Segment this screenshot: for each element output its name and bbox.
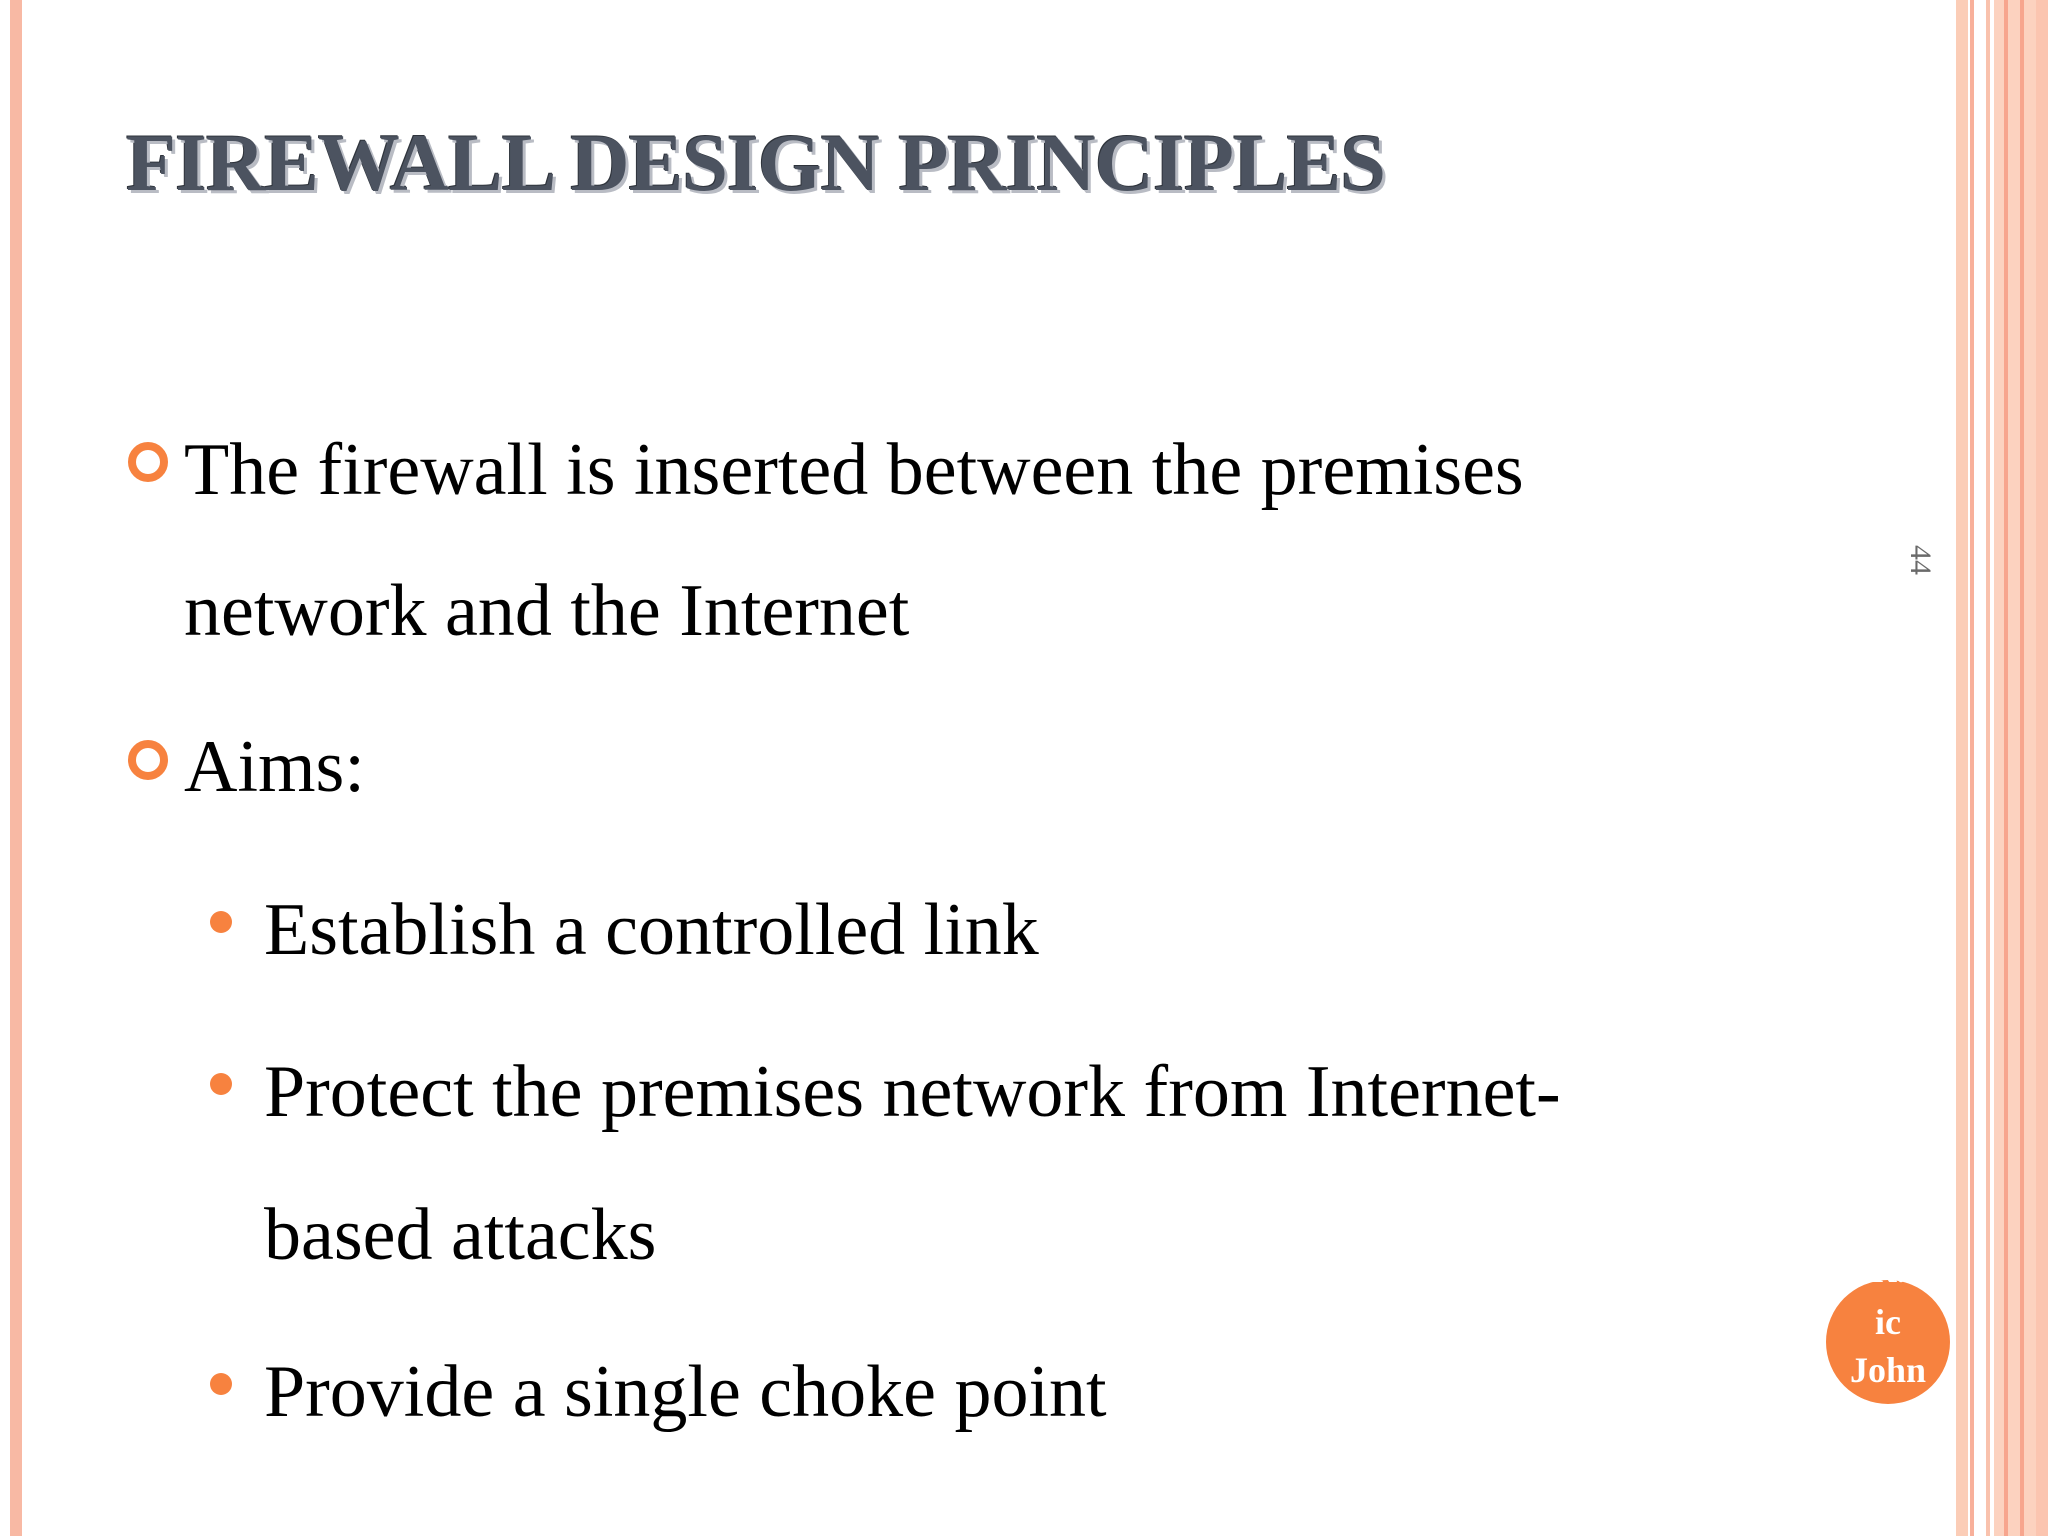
badge-text-line: ic bbox=[1875, 1302, 1901, 1342]
right-decorative-line bbox=[2020, 0, 2024, 1536]
dot-bullet-icon bbox=[210, 1373, 232, 1395]
dot-bullet-icon bbox=[210, 911, 232, 933]
dot-bullet-icon bbox=[210, 1073, 232, 1095]
bullet-text-line: Aims: bbox=[184, 726, 365, 808]
author-badge bbox=[1826, 1250, 1950, 1404]
right-decorative-line bbox=[1986, 0, 1990, 1536]
slide-title: FIREWALL DESIGN PRINCIPLES bbox=[126, 117, 1385, 208]
badge-text-line: R. bbox=[1870, 1250, 1906, 1290]
sub-bullet-text-line: Protect the premises network from Internet- bbox=[264, 1051, 1561, 1133]
bullet-text-line: network and the Internet bbox=[184, 570, 910, 652]
badge-text-line: John bbox=[1849, 1350, 1927, 1390]
right-decorative-line bbox=[1970, 0, 1974, 1536]
sub-bullet-text-line: Establish a controlled link bbox=[264, 889, 1039, 971]
right-decorative-line bbox=[2036, 0, 2048, 1536]
bullet-text-line: The firewall is inserted between the premises bbox=[184, 429, 1524, 511]
sub-bullet-text-line: Provide a single choke point bbox=[264, 1351, 1107, 1433]
page-number: 44 bbox=[1904, 545, 1937, 575]
right-decorative-stripe bbox=[1956, 0, 1968, 1536]
right-decorative-line bbox=[2004, 0, 2008, 1536]
ring-bullet-icon bbox=[128, 740, 168, 780]
sub-bullet-text-line: based attacks bbox=[264, 1194, 657, 1276]
ring-bullet-icon bbox=[128, 442, 168, 482]
left-decorative-stripe bbox=[10, 0, 22, 1536]
